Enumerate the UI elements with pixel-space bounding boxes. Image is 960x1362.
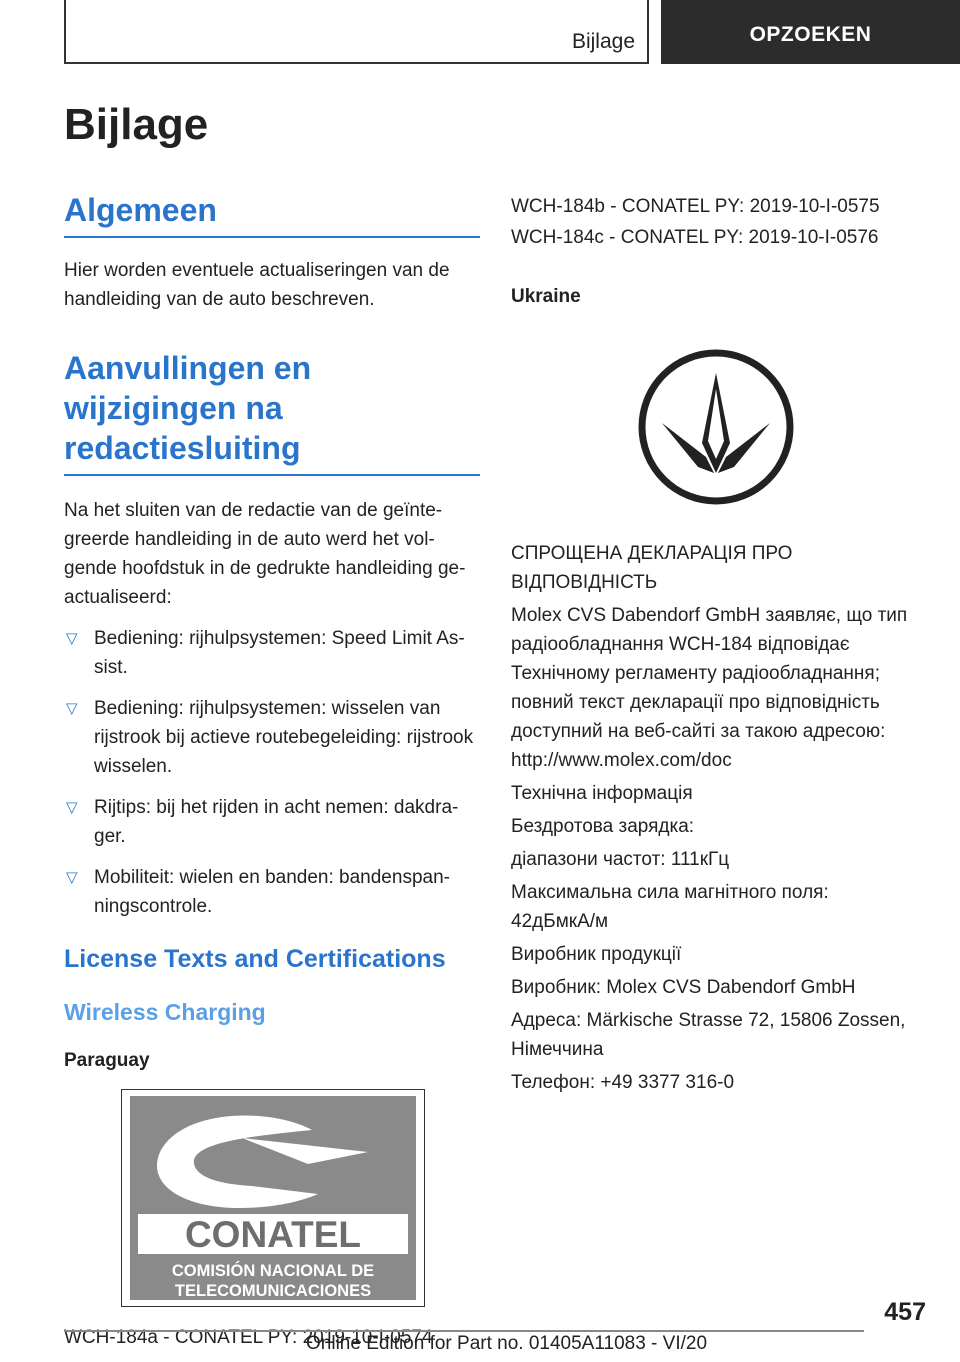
- list-item: [64, 694, 480, 781]
- heading-line: redactiesluiting: [64, 430, 301, 466]
- text-line: ВІДПОВІДНІСТЬ: [511, 572, 658, 593]
- text-line: Na het sluiten van de redactie van de geïnte-: [64, 500, 443, 521]
- text-line: Адреса: Märkische Strasse 72, 15806 Zossen,: [511, 1010, 906, 1031]
- triangle-down-icon: ▽: [66, 869, 78, 886]
- wireless-charging-heading: Wireless Charging: [64, 999, 266, 1025]
- ukraine-heading: Ukraine: [511, 286, 581, 307]
- list-item-line: rijstrook bij actieve routebegeleiding: rijstrook: [94, 727, 474, 748]
- intro-paragraph: [64, 496, 480, 612]
- list-item-line: Bediening: rijhulpsystemen: wisselen van: [94, 698, 441, 719]
- wch-a-cert: WCH-184a - CONATEL PY: 2019-10-I-0574: [64, 1327, 433, 1348]
- text-line: Hier worden eventuele actualiseringen van de: [64, 260, 450, 281]
- right-column: [511, 192, 921, 1097]
- section-tab: [64, 0, 649, 64]
- list-item: [64, 624, 480, 682]
- list-item-line: Rijtips: bij het rijden in acht nemen: dakdra-: [94, 797, 459, 818]
- page-title: Bijlage: [64, 100, 209, 149]
- text-line: Максимальна сила магнітного поля:: [511, 882, 829, 903]
- wch-c-cert: WCH-184c - CONATEL PY: 2019-10-I-0576: [511, 227, 879, 248]
- list-item-line: ningscontrole.: [94, 896, 213, 917]
- triangle-down-icon: ▽: [66, 700, 78, 717]
- producer-heading: Виробник продукції: [511, 944, 682, 965]
- text-line: handleiding van de auto beschreven.: [64, 289, 375, 310]
- conatel-logo: [121, 1089, 425, 1307]
- address: [511, 1006, 921, 1064]
- license-heading: License Texts and Certifications: [64, 945, 446, 973]
- ukraine-conformity-mark-icon: [634, 345, 798, 509]
- list-item-line: wisselen.: [94, 756, 173, 777]
- conatel-logo-graphic: [122, 1090, 424, 1306]
- tech-info-heading: Технічна інформація: [511, 783, 693, 804]
- section-tab-label: Bijlage: [571, 30, 635, 53]
- algemeen-text: [64, 256, 480, 314]
- molex-url: http://www.molex.com/doc: [511, 750, 732, 771]
- footer-edition: Online Edition for Part no. 01405A11083 - VI/20: [306, 1333, 708, 1354]
- triangle-down-icon: ▽: [66, 630, 78, 647]
- list-item-line: Mobiliteit: wielen en banden: bandenspan-: [94, 867, 450, 888]
- molex-paragraph: [511, 601, 921, 775]
- max-field: [511, 878, 921, 936]
- producer: Виробник: Molex CVS Dabendorf GmbH: [511, 977, 856, 998]
- heading-line: Aanvullingen en: [64, 350, 312, 386]
- conatel-line2: TELECOMUNICACIONES: [174, 1282, 372, 1300]
- text-line: СПРОЩЕНА ДЕКЛАРАЦІЯ ПРО: [511, 543, 793, 564]
- declaration: [511, 539, 921, 597]
- wch-b-cert: WCH-184b - CONATEL PY: 2019-10-I-0575: [511, 196, 880, 217]
- text-line: доступний на веб-сайті за такою адресою:: [511, 721, 886, 742]
- paraguay-heading: Paraguay: [64, 1050, 150, 1071]
- triangle-down-icon: ▽: [66, 799, 78, 816]
- list-item-line: sist.: [94, 657, 128, 678]
- page-number: 457: [884, 1298, 926, 1326]
- list-item: [64, 793, 480, 851]
- list-item-line: Bediening: rijhulpsystemen: Speed Limit As-: [94, 628, 465, 649]
- text-line: радіообладнання WCH-184 відповідає: [511, 634, 850, 655]
- text-line: greerde handleiding in de auto werd het vol-: [64, 529, 435, 550]
- text-line: Німеччина: [511, 1039, 604, 1060]
- footer-divider: [64, 1330, 864, 1332]
- conatel-line1: COMISIÓN NACIONAL DE: [171, 1262, 375, 1280]
- phone: Телефон: +49 3377 316-0: [511, 1072, 735, 1093]
- list-item-line: ger.: [94, 826, 126, 847]
- conatel-brand: CONATEL: [184, 1214, 362, 1255]
- list-item: [64, 863, 480, 921]
- aanvulling-heading: [64, 348, 480, 476]
- heading-line: wijzigingen na: [64, 390, 283, 426]
- text-line: повний текст декларації про відповідність: [511, 692, 880, 713]
- text-line: 42дБмкА/м: [511, 911, 609, 932]
- text-line: Технічному регламенту радіообладнання;: [511, 663, 880, 684]
- text-line: gende hoofdstuk in de gedrukte handleiding ge-: [64, 558, 466, 579]
- text-line: Molex CVS Dabendorf GmbH заявляє, що тип: [511, 605, 908, 626]
- search-button[interactable]: OPZOEKEN: [661, 0, 960, 64]
- update-list: [64, 624, 480, 921]
- text-line: actualiseerd:: [64, 587, 172, 608]
- left-column: [64, 190, 480, 1352]
- frequency-range: діапазони частот: 111кГц: [511, 849, 730, 870]
- wireless-charge-label: Бездротова зарядка:: [511, 816, 695, 837]
- algemeen-heading: Algemeen: [64, 190, 480, 238]
